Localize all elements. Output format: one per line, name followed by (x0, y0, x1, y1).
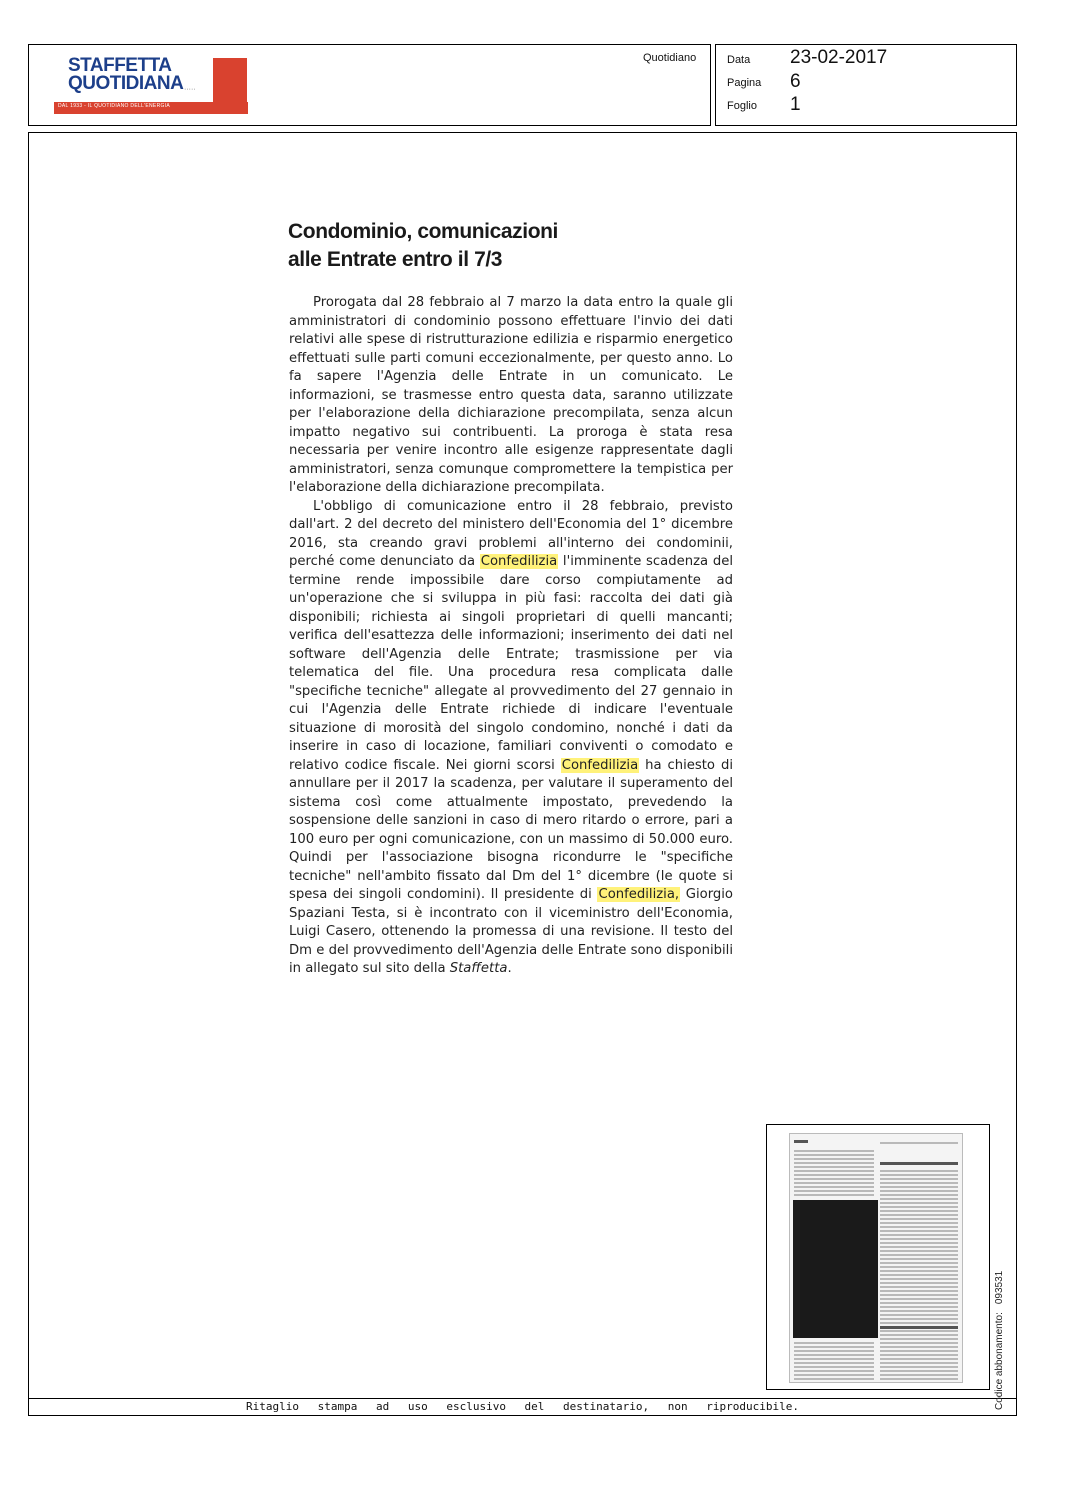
thumbnail-line (794, 1194, 874, 1196)
page-label: Pagina (727, 77, 762, 89)
thumbnail-line (880, 1350, 958, 1352)
highlight-confedilizia: Confedilizia (561, 757, 639, 773)
paragraph-text: Giorgio Spaziani Testa, si è incontrato con il viceministro dell'Economia, Luigi Casero, ottenendo la promessa di una revisione. Il testo del Dm e del provvedimento dell'Agenzia delle Entrate sono disponibili in allegato sul sito della (289, 887, 733, 976)
thumbnail-line (880, 1178, 958, 1180)
thumbnail-highlighted-article (793, 1200, 878, 1338)
thumbnail-line (880, 1186, 958, 1188)
publication-logo (54, 54, 248, 118)
thumbnail-line (880, 1174, 958, 1176)
thumbnail-line (880, 1278, 958, 1280)
thumbnail-line (880, 1282, 958, 1284)
thumbnail-line (880, 1306, 958, 1308)
paragraph-text: . (507, 961, 512, 976)
thumbnail-line (880, 1326, 958, 1329)
thumbnail-line (880, 1242, 958, 1244)
thumbnail-line (880, 1202, 958, 1204)
thumbnail-line (794, 1174, 874, 1176)
thumbnail-line (880, 1182, 958, 1184)
thumbnail-line (880, 1354, 958, 1356)
thumbnail-line (880, 1230, 958, 1232)
date-label: Data (727, 54, 751, 66)
thumbnail-line (880, 1190, 958, 1192)
article-title-line-2: alle Entrate entro il 7/3 (288, 248, 503, 271)
thumbnail-line (794, 1358, 874, 1360)
subscription-code (994, 1271, 1005, 1410)
thumbnail-line (880, 1142, 958, 1144)
thumbnail-line (880, 1274, 958, 1276)
thumbnail-line (794, 1378, 874, 1380)
thumbnail-line (794, 1162, 874, 1164)
thumbnail-line (794, 1170, 874, 1172)
thumbnail-line (880, 1246, 958, 1248)
thumbnail-line (880, 1222, 958, 1224)
thumbnail-line (880, 1298, 958, 1300)
paragraph-emphasis: Staffetta (449, 961, 508, 976)
thumbnail-line (794, 1158, 874, 1160)
subscription-code-label: Codice abbonamento: (994, 1312, 1005, 1410)
thumbnail-line (794, 1182, 874, 1184)
thumbnail-line (880, 1194, 958, 1196)
thumbnail-line (794, 1362, 874, 1364)
paragraph-text: l'imminente scadenza del termine rende impossibile dare corso compiutamente ad un'operazione che si sviluppa in più fasi: raccolta dei dati già disponibili; richiesta ai singoli proprietari di quelli mancanti; verifica dell'esattezza delle informazioni; inserimento dei dati nel software dell'Agenzia delle Entrate; trasmissione per via telematica del file. Una procedura resa complicata dalle "specifiche tecniche" allegate al provvedimento del 27 gennaio in cui l'Agenzia delle Entrate richiede di indicare l'eventuale situazione di morosità del singolo condomino, nonché i dati da inserire in caso di locazione, familiari conviventi o comodato e relativo codice fiscale. Nei giorni scorsi (289, 554, 733, 773)
thumbnail-line (880, 1378, 958, 1380)
thumbnail-line (880, 1286, 958, 1288)
thumbnail-line (880, 1314, 958, 1316)
article-paragraph-2 (289, 498, 733, 979)
thumbnail-line (880, 1302, 958, 1304)
thumbnail-line (880, 1290, 958, 1292)
thumbnail-line (880, 1370, 958, 1372)
thumbnail-line (880, 1342, 958, 1344)
thumbnail-line (794, 1154, 874, 1156)
highlight-confedilizia: Confedilizia (480, 554, 558, 569)
thumbnail-line (880, 1218, 958, 1220)
thumbnail-line (794, 1374, 874, 1376)
thumbnail-line (880, 1334, 958, 1336)
thumbnail-line (880, 1254, 958, 1256)
thumbnail-line (794, 1342, 874, 1344)
thumbnail-line (794, 1350, 874, 1352)
thumbnail-line (880, 1162, 958, 1165)
thumbnail-line (880, 1374, 958, 1376)
thumbnail-line (880, 1206, 958, 1208)
sheet-label: Foglio (727, 100, 757, 112)
sheet-value: 1 (790, 94, 801, 115)
thumbnail-line (880, 1310, 958, 1312)
thumbnail-line (794, 1166, 874, 1168)
logo-badge-icon (213, 58, 247, 102)
footer-notice: Ritaglio stampa ad uso esclusivo del destinatario, non riproducibile. (246, 1400, 799, 1413)
thumbnail-line (794, 1178, 874, 1180)
thumbnail-line (794, 1186, 874, 1188)
thumbnail-line (880, 1250, 958, 1252)
thumbnail-line (794, 1354, 874, 1356)
subscription-code-value: 093531 (994, 1270, 1005, 1305)
highlight-confedilizia: Confedilizia, (598, 887, 680, 902)
logo-dot-text: ····· (184, 86, 196, 93)
thumbnail-line (880, 1362, 958, 1364)
thumbnail-line (880, 1198, 958, 1200)
thumbnail-line (880, 1366, 958, 1368)
publication-type: Quotidiano (643, 52, 697, 64)
paragraph-text: L'obbligo di comunicazione entro il 28 febbraio, previsto dall'art. 2 del decreto del ministero dell'Economia del 1° dicembre 2016, sta creando gravi problemi all'interno dei condominii, perché come denunciato da (289, 498, 733, 569)
thumbnail-line (794, 1370, 874, 1372)
thumbnail-line (880, 1346, 958, 1348)
thumbnail-line (880, 1210, 958, 1212)
thumbnail-line (880, 1226, 958, 1228)
thumbnail-line (880, 1262, 958, 1264)
logo-line-2: QUOTIDIANA (68, 73, 184, 94)
thumbnail-line (880, 1338, 958, 1340)
article-title (288, 218, 738, 274)
thumbnail-line (880, 1266, 958, 1268)
article-title-line-1: Condominio, comunicazioni (288, 220, 558, 243)
thumbnail-line (880, 1330, 958, 1332)
thumbnail-line (880, 1234, 958, 1236)
paragraph-text: ha chiesto di annullare per il 2017 la scadenza, per valutare il superamento del sistema così come attualmente impostato, prevedendo la sospensione delle sanzioni in caso di mero ritardo o errore, pari a 100 euro per ogni comunicazione, con un massimo di 50.000 euro. Quindi per l'associazione bisogna ricondurre le "specifiche tecniche" nell'ambito fissato dal Dm del 1° dicembre (le quote si spesa dei singoli condomini). Il presidente di (289, 757, 733, 902)
thumbnail-line (880, 1270, 958, 1272)
date-value: 23-02-2017 (790, 47, 888, 68)
thumbnail-line (880, 1258, 958, 1260)
thumbnail-line (794, 1366, 874, 1368)
page-value: 6 (790, 71, 801, 92)
article-body (289, 294, 733, 979)
thumbnail-line (880, 1358, 958, 1360)
thumbnail-line (794, 1150, 874, 1152)
thumbnail-line (880, 1294, 958, 1296)
footer-divider (28, 1398, 1017, 1399)
thumbnail-line (880, 1170, 958, 1172)
article-paragraph-1: Prorogata dal 28 febbraio al 7 marzo la data entro la quale gli amministratori di condominio possono effettuare l'invio dei dati relativi alle spese di ristrutturazione edilizia e risparmio energetico effettuati sulle parti comuni eccezionalmente, per questo anno. Lo fa sapere l'Agenzia delle Entrate in un comunicato. Le informazioni, se trasmesse entro questa data, saranno utilizzate per l'elaborazione della dichiarazione precompilata, senza alcun impatto negativo sui contribuenti. La proroga è stata resa necessaria per venire incontro alle esigenze rappresentate dagli amministratori, senza comunque compromettere la tempistica per l'elaborazione della dichiarazione precompilata. (289, 295, 733, 495)
logo-tagline: DAL 1933 - IL QUOTIDIANO DELL'ENERGIA (58, 103, 170, 109)
thumbnail-line (880, 1322, 958, 1324)
thumbnail-line (880, 1238, 958, 1240)
thumbnail-line (794, 1190, 874, 1192)
thumbnail-line (794, 1140, 808, 1143)
thumbnail-line (880, 1318, 958, 1320)
thumbnail-line (794, 1346, 874, 1348)
logo-line-1: STAFFETTA (68, 55, 172, 76)
thumbnail-line (880, 1214, 958, 1216)
